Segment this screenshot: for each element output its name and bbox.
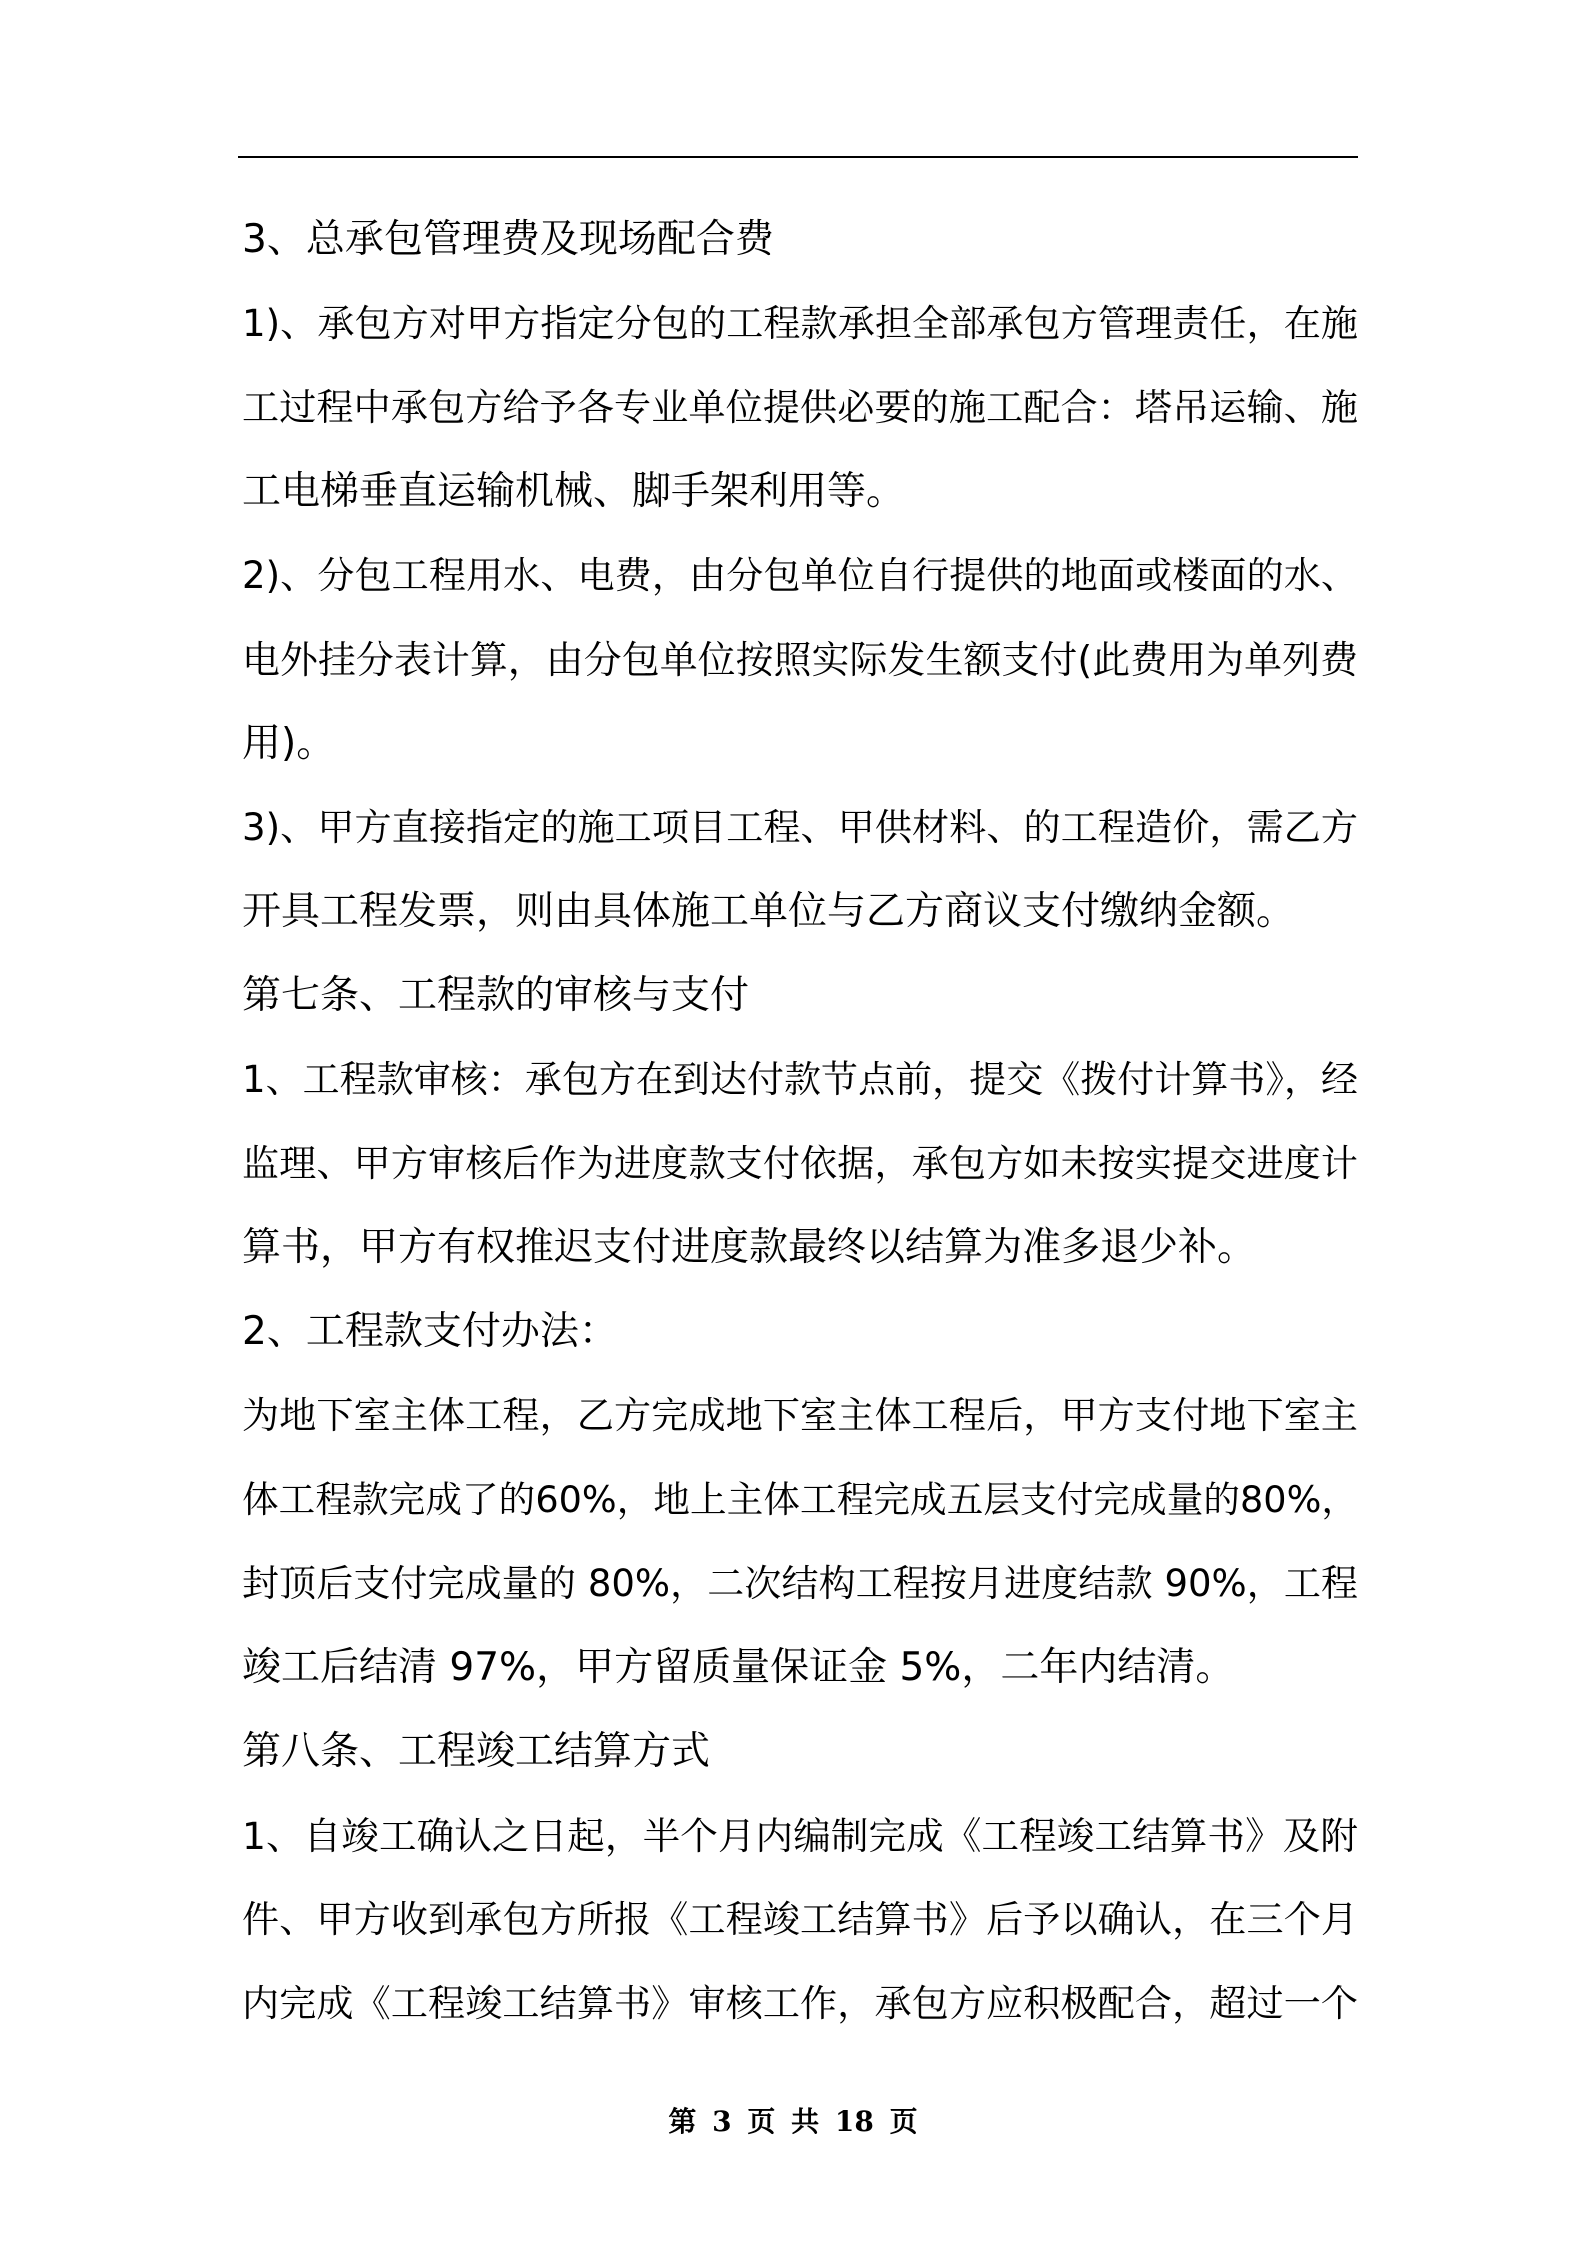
text-line: 封顶后支付完成量的 80%，二次结构工程按月进度结款 90%，工程 — [242, 1562, 1358, 1605]
text-line: 工过程中承包方给予各专业单位提供必要的施工配合：塔吊运输、施 — [242, 386, 1358, 429]
text-line: 1)、承包方对甲方指定分包的工程款承担全部承包方管理责任，在施 — [242, 302, 1358, 345]
text-line: 工电梯垂直运输机械、脚手架利用等。 — [242, 469, 906, 514]
text-line: 监理、甲方审核后作为进度款支付依据，承包方如未按实提交进度计 — [242, 1142, 1358, 1185]
text-line: 2)、分包工程用水、电费，由分包单位自行提供的地面或楼面的水、 — [242, 554, 1358, 597]
text-line: 3、总承包管理费及现场配合费 — [242, 217, 774, 262]
text-line: 竣工后结清 97%，甲方留质量保证金 5%，二年内结清。 — [242, 1645, 1235, 1690]
text-line: 电外挂分表计算，由分包单位按照实际发生额支付(此费用为单列费 — [242, 638, 1358, 682]
text-line: 为地下室主体工程，乙方完成地下室主体工程后，甲方支付地下室主 — [242, 1394, 1358, 1437]
text-line: 体工程款完成了的60%，地上主体工程完成五层支付完成量的80%， — [242, 1478, 1358, 1521]
body-text — [242, 198, 1358, 2046]
text-line: 2、工程款支付办法： — [242, 1309, 618, 1354]
header-rule — [238, 156, 1358, 158]
text-line: 开具工程发票，则由具体施工单位与乙方商议支付缴纳金额。 — [242, 889, 1296, 934]
text-line: 1、自竣工确认之日起，半个月内编制完成《工程竣工结算书》及附 — [242, 1814, 1358, 1858]
text-line: 1、工程款审核：承包方在到达付款节点前，提交《拨付计算书》，经 — [242, 1058, 1358, 1101]
text-line: 第七条、工程款的审核与支付 — [242, 973, 750, 1018]
page-footer: 第 3 页 共 18 页 — [668, 2105, 918, 2138]
text-line: 第八条、工程竣工结算方式 — [242, 1729, 711, 1774]
text-line: 算书，甲方有权推迟支付进度款最终以结算为准多退少补。 — [242, 1225, 1257, 1270]
text-line: 件、甲方收到承包方所报《工程竣工结算书》后予以确认，在三个月 — [242, 1898, 1358, 1941]
text-line: 内完成《工程竣工结算书》审核工作，承包方应积极配合，超过一个 — [242, 1982, 1358, 2025]
text-line: 3)、甲方直接指定的施工项目工程、甲供材料、的工程造价，需乙方 — [242, 806, 1358, 849]
text-line: 用)。 — [242, 721, 336, 766]
